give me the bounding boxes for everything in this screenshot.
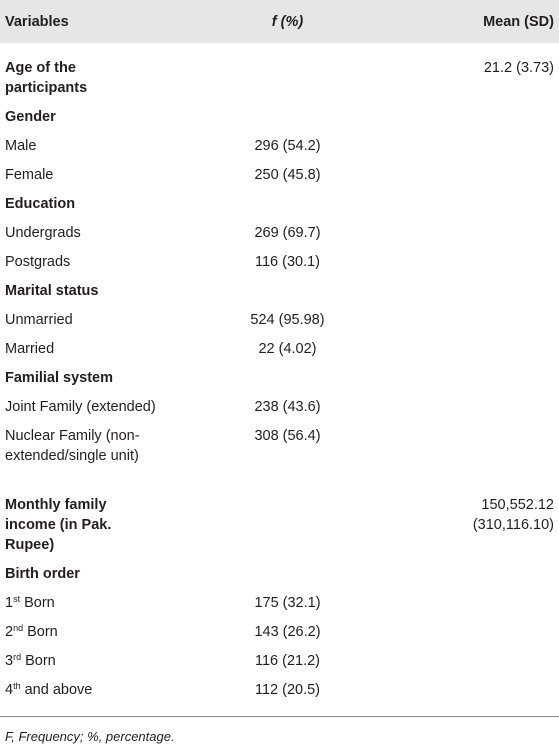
row-frequency [201,191,374,220]
table-header [0,0,559,43]
table-row [0,677,559,706]
row-frequency [201,365,374,394]
row-label: Familial system [5,370,113,386]
ordinal-rest: Born [23,624,58,640]
table-row [0,423,559,492]
table-row [0,162,559,191]
table-row [0,561,559,590]
row-mean [374,619,559,648]
table-row [0,648,559,677]
row-mean [374,249,559,278]
row-label: Unmarried [5,312,73,328]
row-label [0,677,201,706]
table-row [0,394,559,423]
row-mean: 21.2 (3.73) [483,60,554,76]
table-row [0,492,559,561]
ordinal-rest: and above [20,682,93,698]
table-row [0,619,559,648]
row-label: Female [5,167,54,183]
ordinal-number: 1 [5,595,14,611]
row-mean: 150,552.12 (310,116.10) [472,497,554,533]
header-mean-sd: Mean (SD) [483,13,554,30]
table-row [0,191,559,220]
row-mean [374,394,559,423]
row-frequency [201,278,374,307]
row-mean [374,423,559,492]
header-frequency: f (%) [271,13,304,30]
row-label: Monthly family income (in Pak. Rupee) [5,497,112,553]
row-label: Joint Family (extended) [5,399,156,415]
header-variables: Variables [5,13,69,30]
row-frequency [201,561,374,590]
table-body [0,43,559,706]
ordinal-suffix: rd [13,652,22,662]
row-frequency: 112 (20.5) [254,682,321,698]
row-label: Birth order [5,566,80,582]
table-row [0,336,559,365]
row-label [0,619,201,648]
ordinal-number: 2 [5,624,14,640]
row-frequency: 308 (56.4) [254,428,321,444]
ordinal-number: 4 [5,682,14,698]
table-row [0,133,559,162]
row-frequency: 238 (43.6) [254,399,321,415]
row-label [0,590,201,619]
row-frequency: 296 (54.2) [254,138,321,154]
row-frequency: 143 (26.2) [254,624,321,640]
row-label: Married [5,341,55,357]
ordinal-suffix: th [13,681,21,691]
row-mean [374,677,559,706]
table-row [0,220,559,249]
header-row [0,0,559,43]
table-row [0,43,559,104]
row-label: Undergrads [5,225,81,241]
row-mean [374,336,559,365]
table-row [0,249,559,278]
row-mean [374,220,559,249]
row-frequency: 175 (32.1) [254,595,321,611]
row-frequency: 269 (69.7) [254,225,321,241]
row-frequency: 250 (45.8) [254,167,321,183]
row-label: Gender [5,109,56,125]
row-mean [374,133,559,162]
row-label: Marital status [5,283,99,299]
row-label: Nuclear Family (non-extended/single unit) [5,428,140,464]
row-mean [374,104,559,133]
table-footnote: F, Frequency; %, percentage. [5,729,175,744]
row-mean [374,307,559,336]
row-mean [374,648,559,677]
row-label: Male [5,138,37,154]
row-frequency [201,43,374,104]
ordinal-rest: Born [21,653,56,669]
row-label: Postgrads [5,254,71,270]
ordinal-number: 3 [5,653,14,669]
table-row [0,104,559,133]
row-frequency: 116 (30.1) [254,254,321,270]
row-mean [374,278,559,307]
ordinal-rest: Born [20,595,55,611]
row-mean [374,561,559,590]
ordinal-suffix: nd [13,623,24,633]
row-mean [374,162,559,191]
ordinal-suffix: st [13,594,21,604]
table-row [0,278,559,307]
row-frequency: 22 (4.02) [258,341,317,357]
table-row [0,365,559,394]
row-label [0,648,201,677]
row-mean [374,365,559,394]
row-label: Education [5,196,76,212]
row-label: Age of the participants [5,60,88,96]
row-frequency [201,104,374,133]
table-row [0,590,559,619]
row-frequency [201,492,374,561]
table-row [0,307,559,336]
row-mean [374,191,559,220]
table-bottom-rule [0,716,559,717]
row-frequency: 524 (95.98) [250,312,325,328]
row-frequency: 116 (21.2) [254,653,321,669]
row-mean [374,590,559,619]
